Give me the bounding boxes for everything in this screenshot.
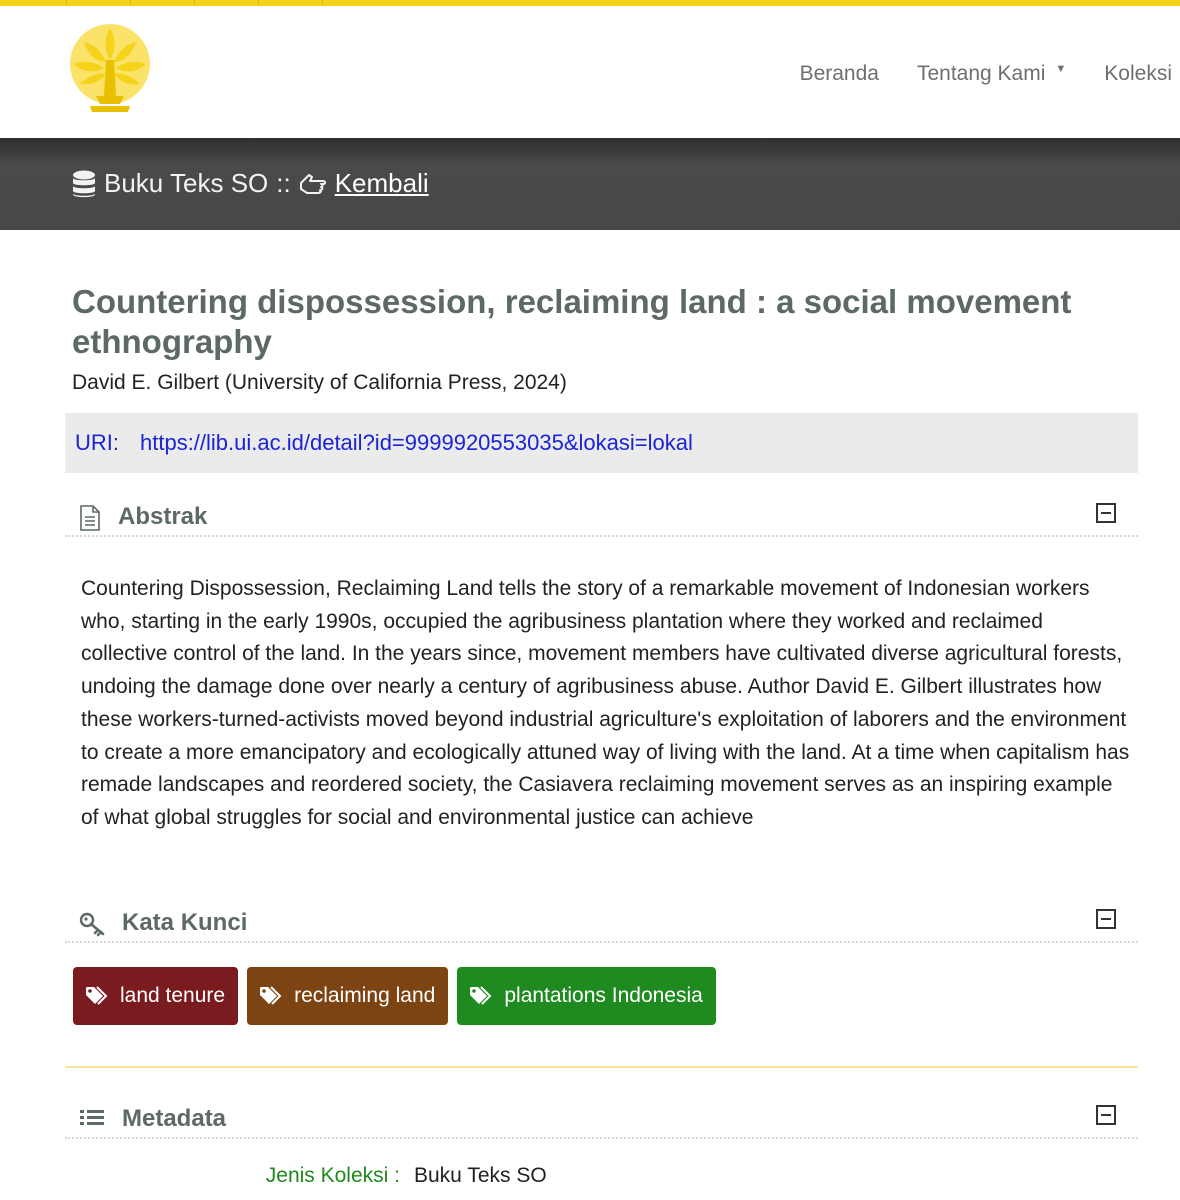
keywords-collapse-button[interactable] — [1096, 909, 1116, 929]
nav-koleksi[interactable]: Koleksi — [1104, 62, 1172, 85]
record-title: Countering dispossession, reclaiming land : a social movement ethnography — [72, 283, 1072, 360]
record-authors: David E. Gilbert (University of California Press, 2024) — [72, 371, 567, 394]
keyword-label: reclaiming land — [294, 984, 436, 1007]
key-icon — [79, 911, 107, 937]
keywords-section-header — [65, 903, 1138, 943]
metadata-value: Buku Teks SO — [414, 1164, 547, 1187]
tags-icon — [259, 986, 285, 1006]
keyword-label: plantations Indonesia — [504, 984, 703, 1007]
keyword-tag-plantations-indonesia[interactable] — [457, 967, 716, 1025]
hand-pointer-icon — [299, 171, 329, 197]
database-icon — [72, 170, 96, 198]
metadata-title: Metadata — [122, 1105, 227, 1132]
banner-collection-name: Buku Teks SO — [104, 168, 269, 198]
site-header — [0, 6, 1180, 138]
abstract-collapse-button[interactable] — [1096, 503, 1116, 523]
nav-tentang-kami[interactable] — [917, 62, 1066, 86]
keyword-tag-land-tenure[interactable] — [73, 967, 238, 1025]
metadata-label: Jenis Koleksi : — [265, 1164, 400, 1187]
tags-icon — [469, 986, 495, 1006]
uri-label: URI: — [75, 430, 119, 455]
keywords-title: Kata Kunci — [122, 909, 248, 936]
list-icon — [79, 1107, 105, 1129]
nav-tentang-kami-label: Tentang Kami — [916, 62, 1046, 85]
section-divider — [65, 1066, 1138, 1068]
document-icon — [79, 505, 101, 531]
caret-down-icon: ▼ — [1055, 63, 1067, 75]
uri-box — [65, 413, 1138, 473]
nav-beranda[interactable]: Beranda — [799, 62, 879, 85]
metadata-collapse-button[interactable] — [1096, 1105, 1116, 1125]
keyword-tag-reclaiming-land[interactable] — [247, 967, 448, 1025]
collection-banner — [0, 138, 1180, 230]
abstract-section-header — [65, 497, 1138, 537]
university-logo[interactable] — [66, 20, 154, 118]
abstract-text: Countering Dispossession, Reclaiming Land tells the story of a remarkable movement of Indonesian workers who, starting in the early 1990s, occupied the agribusiness plantation where they worked and reclaimed collective control of the land. In the years since, movement members have cultivated diverse agricultural forests, undoing the damage done over nearly a century of agribusiness abuse. Author David E. Gilbert illustrates how these workers-turned-activists moved beyond industrial agriculture's exploitation of laborers and the environment to create a more emancipatory and ecologically attuned way of living with the land. At a time when capitalism has remade landscapes and reordered society, the Casiavera reclaiming movement serves as an inspiring example of what global struggles for social and environmental justice can achieve — [81, 577, 1130, 829]
banner-separator: :: — [276, 168, 291, 198]
uri-link[interactable]: https://lib.ui.ac.id/detail?id=9999920553035&lokasi=lokal — [140, 430, 693, 455]
keyword-tags — [73, 967, 725, 1025]
main-nav — [762, 62, 1172, 86]
back-link[interactable]: Kembali — [334, 168, 429, 198]
abstract-title: Abstrak — [118, 503, 208, 530]
keyword-label: land tenure — [120, 984, 226, 1007]
tags-icon — [85, 986, 111, 1006]
metadata-section-header — [65, 1099, 1138, 1139]
